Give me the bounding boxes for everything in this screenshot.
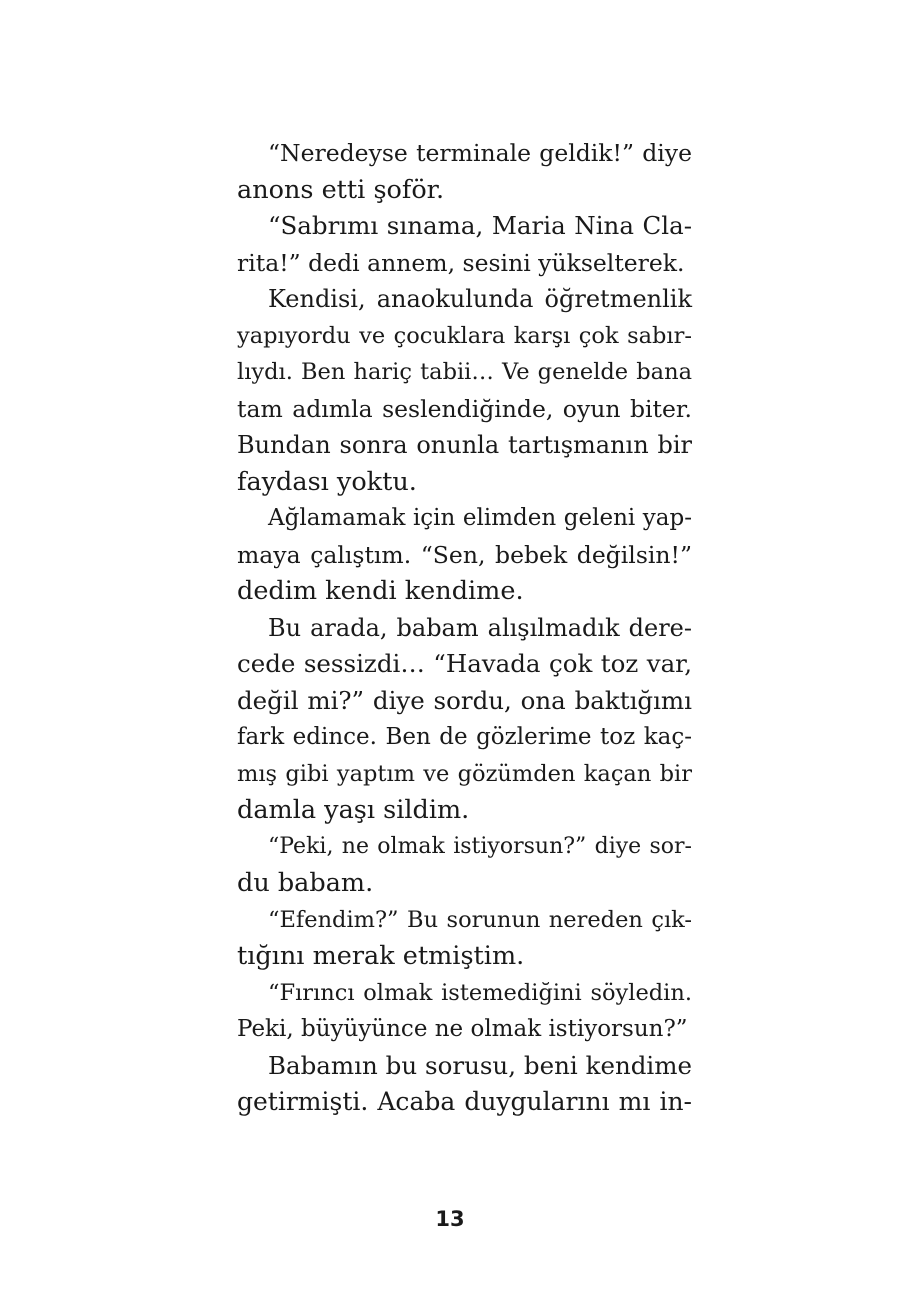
text-line: dedim kendi kendime. xyxy=(237,576,524,606)
text-line: Kendisi, anaokulunda öğretmenlik xyxy=(268,285,692,313)
text-line: tığını merak etmiştim. xyxy=(237,941,525,971)
page-number: 13 xyxy=(435,1207,465,1231)
text-line: “Sabrımı sınama, Maria Nina Cla- xyxy=(268,211,692,240)
text-line: “Efendim?” Bu sorunun nereden çık- xyxy=(268,906,692,933)
text-line: Bu arada, babam alışılmadık dere- xyxy=(268,613,692,642)
text-line: getirmişti. Acaba duygularını mı in- xyxy=(237,1087,692,1116)
text-line: yapıyordu ve çocuklara karşı çok sabır- xyxy=(237,322,692,349)
text-line: cede sessizdi… “Havada çok toz var, xyxy=(237,649,692,678)
text-line: rita!” dedi annem, sesini yükselterek. xyxy=(237,248,685,277)
text-line: tam adımla seslendiğinde, oyun biter. xyxy=(237,394,692,423)
text-line: Babamın bu sorusu, beni kendime xyxy=(268,1050,692,1080)
text-line: fark edince. Ben de gözlerime toz kaç- xyxy=(237,724,692,750)
text-line: anons etti şoför. xyxy=(237,174,445,205)
text-line: mış gibi yaptım ve gözümden kaçan bir xyxy=(237,760,692,787)
text-line: Bundan sonra onunla tartışmanın bir xyxy=(237,431,692,459)
text-line: Ağlamamak için elimden geleni yap- xyxy=(268,505,692,531)
text-line: “Peki, ne olmak istiyorsun?” diye sor- xyxy=(268,833,692,859)
text-line: lıydı. Ben hariç tabii… Ve genelde bana xyxy=(237,359,692,385)
text-line: “Fırıncı olmak istemediğini söyledin. xyxy=(268,979,692,1006)
body-text xyxy=(237,135,692,1121)
text-line: maya çalıştım. “Sen, bebek değilsin!” xyxy=(237,540,692,569)
text-line: damla yaşı sildim. xyxy=(237,795,470,825)
text-line: du babam. xyxy=(237,868,374,898)
text-line: “Neredeyse terminale geldik!” diye xyxy=(268,139,692,167)
text-line: faydası yoktu. xyxy=(237,466,417,497)
text-line: değil mi?” diye sordu, ona baktığımı xyxy=(237,685,692,715)
text-line: Peki, büyüyünce ne olmak istiyorsun?” xyxy=(237,1016,688,1042)
